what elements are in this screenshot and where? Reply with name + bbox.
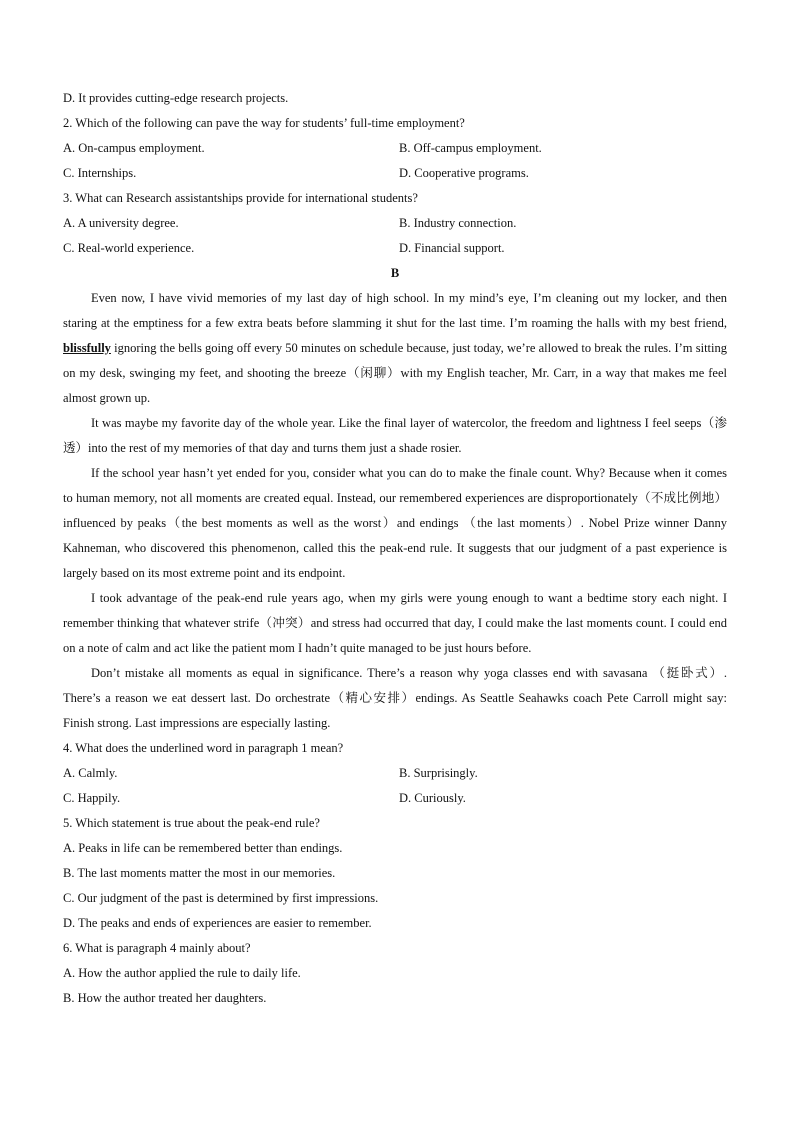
q3-option-d: D. Financial support. bbox=[399, 241, 505, 255]
passage-paragraph-2: It was maybe my favorite day of the whole year. Like the final layer of watercolor, the freedom and lightness I feel seeps（渗透）into the rest of my memories of that day and turns them just a shade rosier. bbox=[63, 416, 727, 455]
passage-paragraph-4: I took advantage of the peak-end rule years ago, when my girls were young enough to want a bedtime story each night. I remember thinking that whatever strife（冲突）and stress had occurred that day, I could make the last moments count. I could end on a note of calm and act like the patient mom I hadn’t quite managed to be just hours before. bbox=[63, 591, 727, 655]
q1-option-d: D. It provides cutting-edge research projects. bbox=[63, 91, 289, 105]
q2-stem: 2. Which of the following can pave the way for students’ full-time employment? bbox=[63, 116, 465, 130]
q4-option-d: D. Curiously. bbox=[399, 791, 466, 805]
q3-option-b: B. Industry connection. bbox=[399, 216, 517, 230]
underlined-word: blissfully bbox=[63, 341, 111, 355]
q4-stem: 4. What does the underlined word in paragraph 1 mean? bbox=[63, 741, 344, 755]
q5-option-a: A. Peaks in life can be remembered better than endings. bbox=[63, 841, 343, 855]
q2-options-row-1 bbox=[63, 136, 727, 161]
q3-stem: 3. What can Research assistantships provide for international students? bbox=[63, 191, 418, 205]
q5-stem: 5. Which statement is true about the peak-end rule? bbox=[63, 816, 320, 830]
q5-option-b: B. The last moments matter the most in our memories. bbox=[63, 866, 336, 880]
q3-options-row-1 bbox=[63, 211, 727, 236]
q4-option-c: C. Happily. bbox=[63, 791, 121, 805]
q5-option-c: C. Our judgment of the past is determined by first impressions. bbox=[63, 891, 379, 905]
q4-options-row-2 bbox=[63, 786, 727, 811]
paragraph-1-before: Even now, I have vivid memories of my last day of high school. In my mind’s eye, I’m cleaning out my locker, and then staring at the emptiness for a few extra beats before slamming it shut for the last time. I’m roaming the halls with my best friend, bbox=[63, 291, 727, 330]
q2-options-row-2 bbox=[63, 161, 727, 186]
q6-option-a: A. How the author applied the rule to daily life. bbox=[63, 966, 301, 980]
q3-options-row-2 bbox=[63, 236, 727, 261]
q3-option-c: C. Real-world experience. bbox=[63, 241, 195, 255]
section-heading-b: B bbox=[390, 266, 400, 280]
q4-options-row-1 bbox=[63, 761, 727, 786]
q4-option-a: A. Calmly. bbox=[63, 766, 118, 780]
q2-option-d: D. Cooperative programs. bbox=[399, 166, 529, 180]
q2-option-b: B. Off-campus employment. bbox=[399, 141, 542, 155]
paragraph-1-after: ignoring the bells going off every 50 minutes on schedule because, just today, we’re allowed to break the rules. I’m sitting on my desk, swinging my feet, and shooting the breeze（闲聊）with my English teacher, Mr. Carr, in a way that makes me feel almost grown up. bbox=[63, 341, 727, 405]
q5-option-d: D. The peaks and ends of experiences are easier to remember. bbox=[63, 916, 372, 930]
document-page bbox=[63, 86, 727, 1011]
q6-option-b: B. How the author treated her daughters. bbox=[63, 991, 267, 1005]
q3-option-a: A. A university degree. bbox=[63, 216, 179, 230]
q2-option-c: C. Internships. bbox=[63, 166, 137, 180]
q4-option-b: B. Surprisingly. bbox=[399, 766, 478, 780]
passage-paragraph-3: If the school year hasn’t yet ended for you, consider what you can do to make the finale count. Why? Because when it comes to human memory, not all moments are created equal. Instead, our remembered experiences are disproportionately（不成比例地）influenced by peaks（the best moments as well as the worst）and endings （the last moments）. Nobel Prize winner Danny Kahneman, who discovered this phenomenon, called this the peak-end rule. It suggests that our judgment of a past experience is largely based on its most extreme point and its endpoint. bbox=[63, 466, 727, 580]
q6-stem: 6. What is paragraph 4 mainly about? bbox=[63, 941, 251, 955]
passage-paragraph-5: Don’t mistake all moments as equal in significance. There’s a reason why yoga classes end with savasana （挺卧式）. There’s a reason we eat dessert last. Do orchestrate（精心安排）endings. As Seattle Seahawks coach Pete Carroll might say: Finish strong. Last impressions are especially lasting. bbox=[63, 666, 727, 730]
passage-paragraph-1 bbox=[63, 286, 727, 411]
q2-option-a: A. On-campus employment. bbox=[63, 141, 205, 155]
